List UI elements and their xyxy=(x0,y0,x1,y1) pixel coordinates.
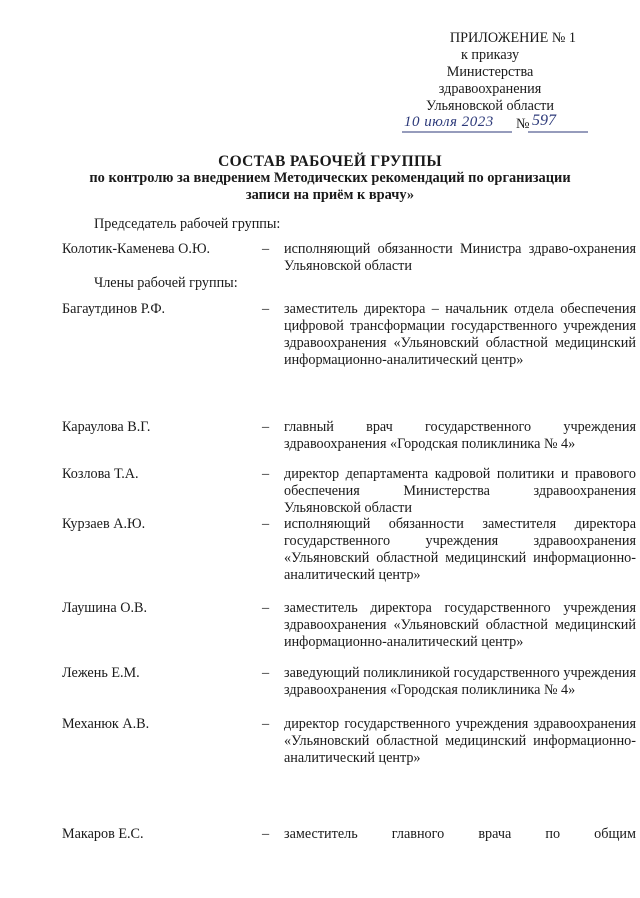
member-role: заведующий поликлиникой государственного учреждения здравоохранения «Городская поликлиника № 4» xyxy=(284,665,636,698)
order-number-sign: № xyxy=(516,116,530,132)
member-role: заместитель главного врача по общим xyxy=(284,826,636,842)
member-role: заместитель директора государственного учреждения здравоохранения «Ульяновский областной медицинский информационно-аналитический центр» xyxy=(284,600,636,650)
document-subtitle xyxy=(40,170,620,204)
member-dash: – xyxy=(262,241,270,257)
handwritten-order-date: 10 июля 2023 xyxy=(404,114,494,130)
member-dash: – xyxy=(262,301,270,317)
members-heading: Члены рабочей группы: xyxy=(94,275,238,291)
chair-heading: Председатель рабочей группы: xyxy=(94,216,281,232)
member-name: Караулова В.Г. xyxy=(62,419,151,435)
member-dash: – xyxy=(262,466,270,482)
subtitle-line: записи на приём к врачу» xyxy=(245,187,415,203)
member-name: Лежень Е.М. xyxy=(62,665,140,681)
member-dash: – xyxy=(262,600,270,616)
member-name: Багаутдинов Р.Ф. xyxy=(62,301,166,317)
member-dash: – xyxy=(262,419,270,435)
member-dash: – xyxy=(262,516,270,532)
appendix-line: Ульяновской области xyxy=(426,98,554,114)
appendix-block xyxy=(400,30,580,115)
member-role: исполняющий обязанности Министра здраво-охранения Ульяновской области xyxy=(284,241,636,274)
member-name: Козлова Т.А. xyxy=(62,466,139,482)
member-name: Курзаев А.Ю. xyxy=(62,516,146,532)
handwritten-order-number: 597 xyxy=(532,112,556,129)
member-name: Механюк А.В. xyxy=(62,716,150,732)
member-role: директор департамента кадровой политики и правового обеспечения Министерства здравоохранения Ульяновской области xyxy=(284,466,636,516)
appendix-line: здравоохранения xyxy=(438,81,542,97)
member-role: главный врач государственного учреждения здравоохранения «Городская поликлиника № 4» xyxy=(284,419,636,452)
member-dash: – xyxy=(262,665,270,681)
subtitle-line: по контролю за внедрением Методических рекомендаций по организации xyxy=(89,170,571,186)
member-dash: – xyxy=(262,826,270,842)
member-role: исполняющий обязанности заместителя директора государственного учреждения здравоохранения «Ульяновский областной медицинский информационно-аналитический центр» xyxy=(284,516,636,583)
member-role: директор государственного учреждения здравоохранения «Ульяновский областной медицинский информационно-аналитический центр» xyxy=(284,716,636,766)
appendix-line: Министерства xyxy=(446,64,534,80)
member-dash: – xyxy=(262,716,270,732)
document-title: СОСТАВ РАБОЧЕЙ ГРУППЫ xyxy=(218,153,442,170)
member-role: заместитель директора – начальник отдела обеспечения цифровой трансформации государственного учреждения здравоохранения «Ульяновский областной медицинский информационно-аналитический центр» xyxy=(284,301,636,368)
member-name: Колотик-Каменева О.Ю. xyxy=(62,241,211,257)
member-name: Макаров Е.С. xyxy=(62,826,144,842)
member-name: Лаушина О.В. xyxy=(62,600,148,616)
appendix-heading: ПРИЛОЖЕНИЕ № 1 xyxy=(449,30,576,46)
appendix-line: к приказу xyxy=(460,47,520,63)
